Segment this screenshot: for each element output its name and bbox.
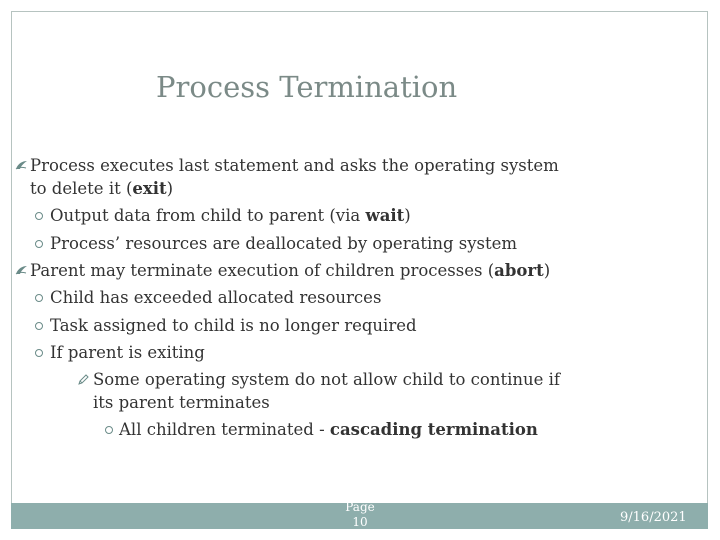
- bullet-1-sub-1-text-b: ): [404, 206, 411, 225]
- circle-bullet-icon: [35, 240, 43, 248]
- bullet-1-text-a: to delete it (: [30, 179, 133, 198]
- bullet-2-sub-1: Child has exceeded allocated resources: [50, 288, 382, 307]
- circle-bullet-icon: [105, 426, 113, 434]
- cascading-keyword: cascading termination: [329, 420, 538, 439]
- bullet-1-sub-1-text-a: Output data from child to parent (via: [50, 206, 366, 225]
- pencil-bullet-icon: [78, 374, 89, 385]
- fleuron-bullet-icon: [15, 265, 28, 275]
- bullet-2-text-b: ): [543, 261, 551, 280]
- bullet-2-sub-3: If parent is exiting: [50, 343, 205, 362]
- bullet-2: [30, 261, 550, 281]
- bullet-1-sub-1: [50, 206, 411, 226]
- bullet-1-sub-2: Process’ resources are deallocated by operating system: [50, 234, 518, 253]
- circle-bullet-icon: [35, 349, 43, 357]
- circle-bullet-icon: [35, 322, 43, 330]
- bullet-2-text-a: Parent may terminate execution of children processes (: [30, 261, 495, 280]
- page-word: Page: [345, 500, 375, 514]
- slide-title: Process Termination: [156, 70, 458, 104]
- bullet-2-sub-2: Task assigned to child is no longer required: [50, 316, 417, 335]
- page-number: [341, 500, 379, 530]
- fleuron-bullet-icon: [15, 160, 28, 170]
- bullet-2-sub-3-sub-1-line-1: Some operating system do not allow child to continue if: [93, 370, 561, 389]
- page-number-value: 10: [352, 515, 368, 529]
- bullet-1-line-2: [30, 179, 173, 199]
- circle-bullet-icon: [35, 294, 43, 302]
- bullet-2-keyword: abort: [494, 261, 544, 280]
- slide-date: 9/16/2021: [620, 510, 687, 525]
- bullet-1-line-1: Process executes last statement and asks the operating system: [30, 156, 559, 175]
- bullet-1-sub-1-keyword: wait: [365, 206, 405, 225]
- cascading-text-a: All children terminated -: [119, 420, 330, 439]
- bullet-2-sub-3-sub-1-sub-1: [119, 420, 538, 440]
- bullet-2-sub-3-sub-1-line-2: its parent terminates: [93, 393, 270, 412]
- circle-bullet-icon: [35, 212, 43, 220]
- bullet-1-keyword: exit: [132, 179, 167, 198]
- bullet-1-text-b: ): [166, 179, 174, 198]
